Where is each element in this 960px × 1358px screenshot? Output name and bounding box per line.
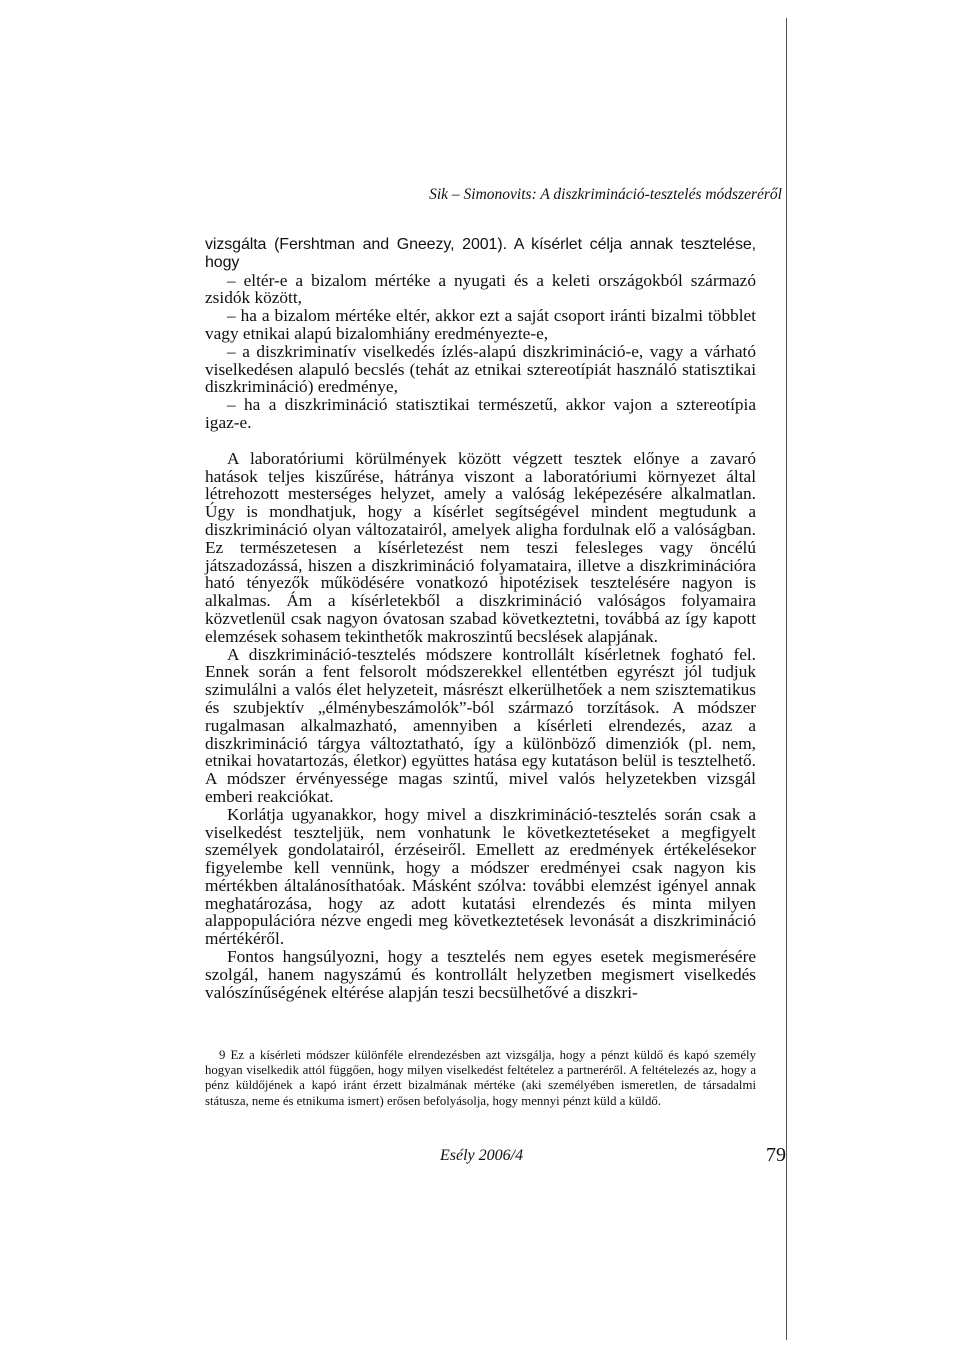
footnote-text: 9 Ez a kísérleti módszer különféle elrendezésben azt vizsgálja, hogy a pénzt küldő és kapó személy hogyan viselkedik attól függően, hogy milyen viselkedést feltételez a partneréről. A feltételezés az, hogy a pénz küldőjének a kapó iránt érzett bizalmának mértéke (aki személyében ismeretlen, de társadalmi státusza, neme és etnikuma ismert) erősen befolyásolja, hogy mennyi pénzt küld a küldő.	[205, 1048, 756, 1108]
bullet-item: – ha a bizalom mértéke eltér, akkor ezt a saját csoport iránti bizalmi többlet vagy etnikai alapú bizalomhiány eredményezte-e,	[205, 306, 756, 343]
body-paragraph: A laboratóriumi körülmények között végzett tesztek előnye a zavaró hatások teljes kiszűrése, hátránya viszont a laboratóriumi környezet által létrehozott mesterséges helyzet, amely a valóság leképezésére alkalmatlan. Úgy is mondhatjuk, hogy a kísérlet segítségével mindent megtudunk a diszkrimináció olyan változatairól, amelyek aligha fordulnak elő a valóságban. Ez természetesen a kísérletezést nem teszi felesleges vagy öncélú játszadozássá, hiszen a diszkrimináció folyamataira, illetve a diszkriminációra ható tényezők működésére vonatkozó hipotézisek tesztelésére nagyon is alkalmas. Ám a kísérletekből a diszkrimináció valóságos folyamaira közvetlenül csak nagyon óvatosan szabad következtetni, továbbá az így kapott elemzések sohasem tekinthetők makroszintű becslések alapjának.	[205, 448, 756, 646]
bullet-item: – eltér-e a bizalom mértéke a nyugati és a keleti országokból származó zsidók között,	[205, 270, 756, 308]
running-header: Sik – Simonovits: A diszkrimináció-tesztelés módszeréről	[429, 186, 782, 203]
main-text	[205, 236, 756, 1001]
footnote	[205, 1048, 756, 1109]
body-paragraph: Fontos hangsúlyozni, hogy a tesztelés nem egyes esetek megismerésére szolgál, hanem nagyszámú és kontrollált helyzetben megismert viselkedés valószínűségének eltérése alapján teszi becsülhetővé a diszkri-	[205, 947, 756, 1002]
bullet-item: – a diszkriminatív viselkedés ízlés-alapú diszkrimináció-e, vagy a várható viselkedésen alapuló becslés (tehát az etnikai sztereotípiát használó statisztikai diszkrimináció) eredménye,	[205, 341, 756, 397]
journal-issue: Esély 2006/4	[440, 1147, 524, 1164]
body-paragraph: Korlátja ugyanakkor, hogy mivel a diszkrimináció-tesztelés során csak a viselkedést teszteljük, nem vonhatunk le következtetéseket a megfigyelt személyek gondolatairól, érzéseiről. Emellett az eredmények értékelésekor figyelembe kell vennünk, hogy a módszer eredményei csak nagyon kis mértékben általánosíthatóak. Másként szólva: további elemzést igényel annak meghatározása, hogy az adott kutatási elrendezés és minta milyen alappopulációra nézve engedi meg következtetések levonását a diszkrimináció mértékéről.	[205, 804, 756, 949]
lead-paragraph: vizsgálta (Fershtman and Gneezy, 2001). A kísérlet célja annak tesztelése, hogy	[205, 236, 756, 271]
body-paragraph: A diszkrimináció-tesztelés módszere kontrollált kísérletnek fogható fel. Ennek során a fent felsorolt módszerekkel ellentétben egyrészt jól tudjuk szimulálni a valós élet helyzeteit, másrészt elkerülhetőek a nem szisztematikus és szubjektív „élménybeszámolók”-ból származó torzítások. A módszer rugalmasan alkalmazható, amennyiben a kísérleti elrendezés, azaz a diszkrimináció tárgya változtatható, így a különböző dimenziók (pl. nem, etnikai hovatartozás, életkor) együttes hatása egy kutatáson belül is tesztelhető. A módszer érvényessége magas szintű, mivel valós helyzetekben vizsgál emberi reakciókat.	[205, 644, 756, 806]
margin-rule	[786, 18, 787, 1340]
bullet-item: – ha a diszkrimináció statisztikai természetű, akkor vajon a sztereotípia igaz-e.	[205, 395, 756, 432]
page-number: 79	[766, 1144, 786, 1166]
